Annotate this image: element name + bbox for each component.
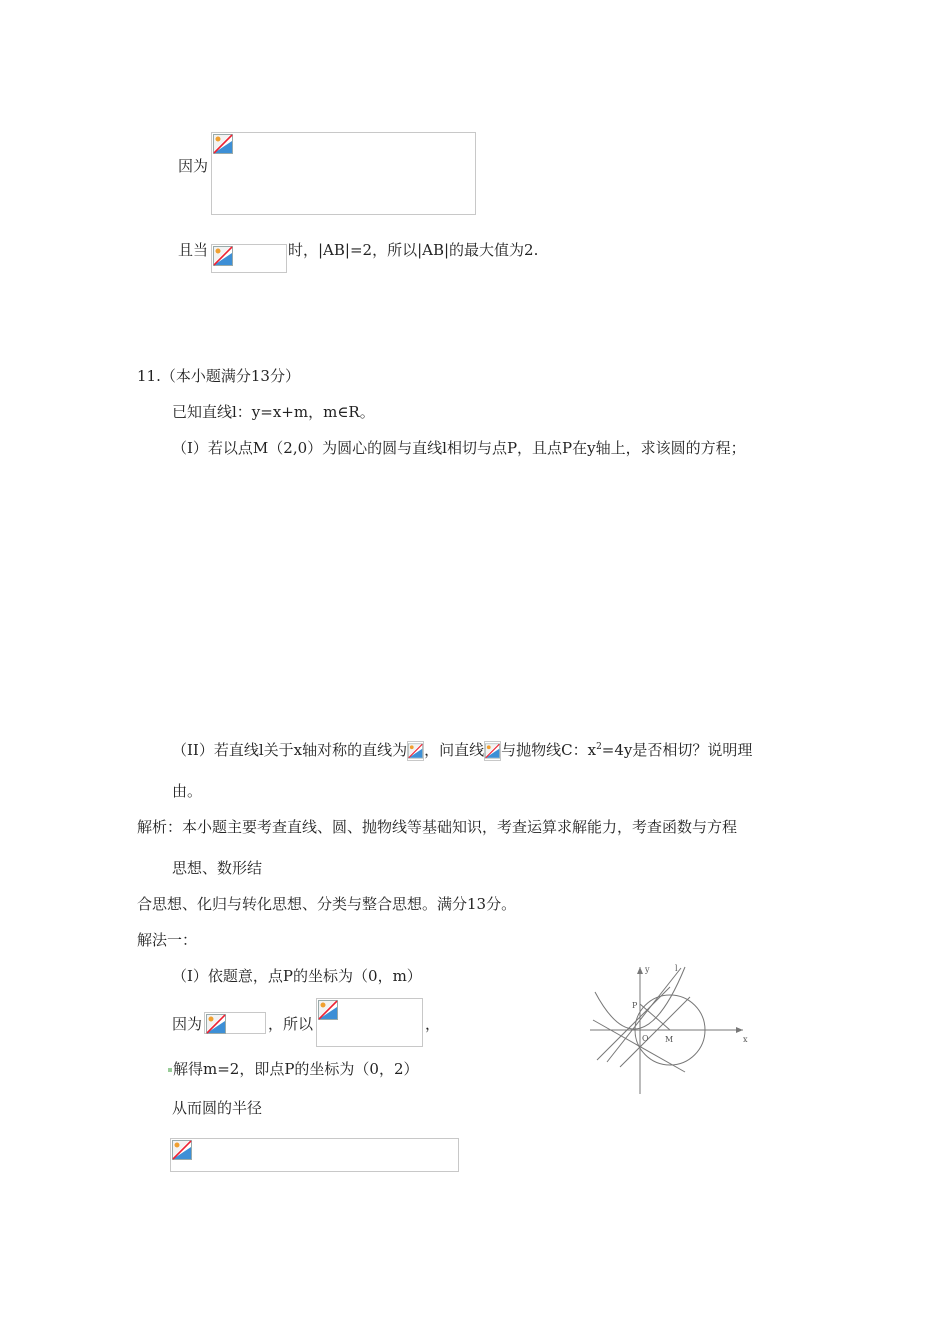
problem-part1: （I）若以点M（2,0）为圆心的圆与直线l相切与点P，且点P在y轴上，求该圆的方程； <box>172 439 746 457</box>
line-2 <box>597 987 670 1060</box>
step3 <box>168 1059 419 1079</box>
broken-image <box>204 1012 266 1034</box>
part2-text-c: 与抛物线C：x <box>501 741 597 759</box>
label-p: P <box>632 1001 638 1010</box>
part2-text-a: （II）若直线l关于x轴对称的直线为 <box>172 741 408 759</box>
problem-given: 已知直线l：y=x+m，m∈R。 <box>172 403 375 421</box>
broken-image-icon <box>318 1000 338 1020</box>
problem-part2 <box>172 737 752 761</box>
y-axis-arrow <box>637 967 643 974</box>
step3-text: 解得m=2，即点P的坐标为（0，2） <box>173 1060 419 1078</box>
broken-image-icon <box>172 1140 192 1160</box>
broken-image <box>316 998 423 1047</box>
broken-image-icon <box>206 1014 226 1034</box>
marker-dot <box>168 1068 172 1072</box>
part2-superscript: 2 <box>596 742 602 752</box>
x-axis-arrow <box>736 1027 743 1033</box>
part2-text-b: ，问直线 <box>424 741 485 759</box>
label-o: O <box>642 1034 649 1043</box>
broken-image-icon <box>213 246 233 266</box>
analysis-line1: 解析：本小题主要考查直线、圆、抛物线等基础知识，考查运算求解能力，考查函数与方程 <box>137 818 738 836</box>
broken-image <box>407 741 424 761</box>
step4: 从而圆的半径 <box>172 1099 263 1117</box>
label-y: y <box>645 965 650 974</box>
label-x: x <box>743 1035 748 1044</box>
broken-image <box>211 132 476 215</box>
problem-number: 11.（本小题满分13分） <box>137 367 300 385</box>
max-result-text: 时，|AB|=2，所以|AB|的最大值为2. <box>288 241 539 259</box>
step1: （I）依题意，点P的坐标为（0，m） <box>172 967 422 985</box>
broken-image <box>211 244 287 273</box>
step2-so: ，所以 <box>268 1015 314 1033</box>
broken-image-icon <box>408 742 423 760</box>
broken-image <box>484 741 501 761</box>
because-label: 因为 <box>178 157 209 175</box>
analysis-line2: 思想、数形结 <box>172 859 263 877</box>
method-label: 解法一： <box>137 931 198 949</box>
step2-because: 因为 <box>172 1015 203 1033</box>
broken-image <box>170 1138 459 1172</box>
line-l <box>607 968 681 1062</box>
label-l: l <box>675 964 678 973</box>
and-when-label: 且当 <box>178 241 209 259</box>
broken-image-icon <box>213 134 233 154</box>
broken-image-icon <box>485 742 500 760</box>
part2-text-d: =4y是否相切？说明理 <box>601 741 753 759</box>
line-4 <box>593 1020 685 1072</box>
geometry-figure <box>585 962 750 1097</box>
analysis-line3: 合思想、化归与转化思想、分类与整合思想。满分13分。 <box>137 895 517 913</box>
part2-text-e: 由。 <box>172 782 203 800</box>
label-m: M <box>665 1035 674 1044</box>
step2-comma: ， <box>425 1015 441 1033</box>
